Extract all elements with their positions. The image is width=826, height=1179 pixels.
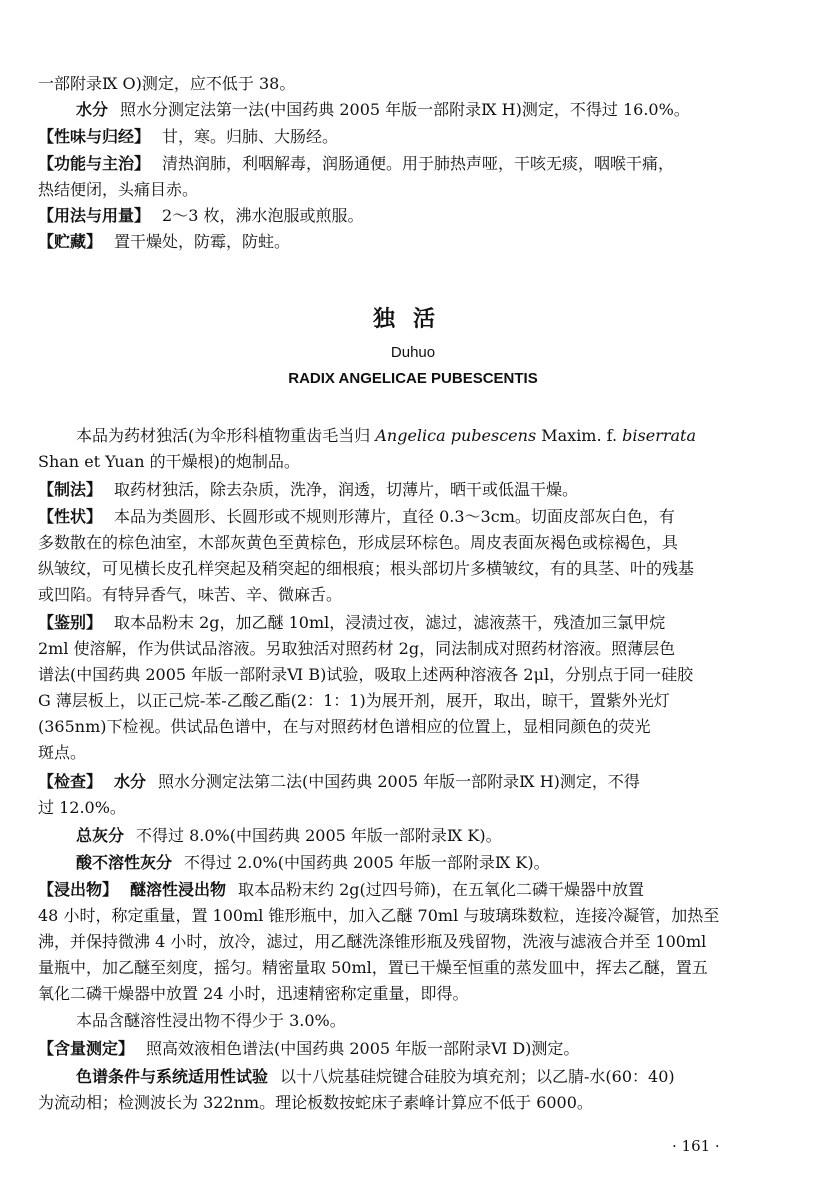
monograph-latin-name: RADIX ANGELICAE PUBESCENTIS [288, 370, 538, 387]
taste-section: 【性味与归经】 甘，寒。归肺、大肠经。 [38, 127, 339, 146]
intro-line: Shan et Yuan 的干燥根)的炮制品。 [38, 452, 300, 471]
text-line: 多数散在的棕色油室，木部灰黄色至黄棕色，形成层环棕色。周皮表面灰褐色或棕褐色，具 [38, 533, 679, 552]
assay-section: 【含量测定】 照高效液相色谱法(中国药典 2005 年版一部附录Ⅵ D)测定。 [38, 1039, 580, 1058]
extract-label: 【浸出物】 [38, 880, 119, 899]
text-line: 一部附录Ⅸ O)测定，应不低于 38。 [38, 74, 296, 93]
water-label: 水分 [114, 772, 147, 791]
assay-conditions: 色谱条件与系统适用性试验 以十八烷基硅烷键合硅胶为填充剂；以乙腈-水(60：40) [76, 1067, 675, 1086]
assay-label: 【含量测定】 [38, 1039, 135, 1058]
char-section: 【性状】 本品为类圆形、长圆形或不规则形薄片，直径 0.3～3cm。切面皮部灰白色，有 [38, 507, 675, 526]
page-number: · 161 · [672, 1137, 720, 1155]
text-line: 为流动相；检测波长为 322nm。理论板数按蛇床子素峰计算应不低于 6000。 [38, 1093, 593, 1112]
water-section: 水分 照水分测定法第一法(中国药典 2005 年版一部附录Ⅸ H)测定，不得过 16.0%。 [76, 100, 690, 119]
function-label: 【功能与主治】 [38, 154, 151, 173]
ident-section: 【鉴别】 取本品粉末 2g，加乙醚 10ml，浸渍过夜，滤过，滤液蒸干，残渣加三氯甲烷 [38, 613, 666, 632]
text-line: 斑点。 [38, 743, 87, 762]
prep-section: 【制法】 取药材独活，除去杂质，洗净，润透，切薄片，晒干或低温干燥。 [38, 480, 579, 499]
text-line: 过 12.0%。 [38, 798, 126, 817]
text-line: 量瓶中，加乙醚至刻度，摇匀。精密量取 50ml，置已干燥至恒重的蒸发皿中，挥去乙醚，置五 [38, 958, 708, 977]
monograph-pinyin: Duhuo [390, 344, 436, 361]
text-line: 纵皱纹，可见横长皮孔样突起及稍突起的细根痕；根头部切片多横皱纹，有的具茎、叶的残基 [38, 559, 695, 578]
prep-label: 【制法】 [38, 480, 103, 499]
usage-section: 【用法与用量】 2～3 枚，沸水泡服或煎服。 [38, 206, 364, 225]
text-line: 谱法(中国药典 2005 年版一部附录Ⅵ B)试验，吸取上述两种溶液各 2μl，分别点于同一硅胶 [38, 665, 694, 684]
acid-ash-section: 酸不溶性灰分 不得过 2.0%(中国药典 2005 年版一部附录Ⅸ K)。 [76, 853, 550, 872]
extract-section: 【浸出物】 醚溶性浸出物 取本品粉末约 2g(过四号筛)，在五氧化二磷干燥器中放置 [38, 880, 645, 899]
text-line: 热结便闭，头痛目赤。 [38, 180, 199, 199]
check-section: 【检查】 水分 照水分测定法第二法(中国药典 2005 年版一部附录Ⅸ H)测定，不得 [38, 772, 640, 791]
assay-sublabel: 色谱条件与系统适用性试验 [76, 1067, 269, 1086]
text-line: 2ml 使溶解，作为供试品溶液。另取独活对照药材 2g，同法制成对照药材溶液。照薄层色 [38, 639, 676, 658]
storage-section: 【贮藏】 置干燥处，防霉，防蛀。 [38, 232, 291, 251]
acid-ash-label: 酸不溶性灰分 [76, 853, 173, 872]
text-line: 或凹陷。有特异香气，味苦、辛、微麻舌。 [38, 585, 343, 604]
water-label: 水分 [76, 100, 109, 119]
text-line: 沸，并保持微沸 4 小时，放冷，滤过，用乙醚洗涤锥形瓶及残留物，洗液与滤液合并至 100ml [38, 932, 707, 951]
char-label: 【性状】 [38, 507, 103, 526]
text-line: 本品含醚溶性浸出物不得少于 3.0%。 [76, 1011, 346, 1030]
text-line: (365nm)下检视。供试品色谱中，在与对照药材色谱相应的位置上，显相同颜色的荧光 [38, 717, 651, 736]
text-line: 氧化二磷干燥器中放置 24 小时，迅速精密称定重量，即得。 [38, 984, 469, 1003]
ident-label: 【鉴别】 [38, 613, 103, 632]
extract-sublabel: 醚溶性浸出物 [130, 880, 227, 899]
function-section: 【功能与主治】 清热润肺，利咽解毒，润肠通便。用于肺热声哑，干咳无痰，咽喉干痛， [38, 154, 675, 173]
ash-section: 总灰分 不得过 8.0%(中国药典 2005 年版一部附录Ⅸ K)。 [76, 826, 502, 845]
usage-label: 【用法与用量】 [38, 206, 151, 225]
text-line: 48 小时，称定重量，置 100ml 锥形瓶中，加入乙醚 70ml 与玻璃珠数粒，连接冷凝管，加热至 [38, 906, 720, 925]
intro-line: 本品为药材独活(为伞形科植物重齿毛当归 Angelica pubescens Maxim. f. biserrata [76, 426, 697, 445]
text-line: G 薄层板上，以正己烷-苯-乙酸乙酯(2：1：1)为展开剂，展开，取出，晾干，置紫外光灯 [38, 691, 670, 710]
check-label: 【检查】 [38, 772, 103, 791]
monograph-title: 独活 [372, 307, 453, 332]
storage-label: 【贮藏】 [38, 232, 103, 251]
ash-label: 总灰分 [76, 826, 125, 845]
taste-label: 【性味与归经】 [38, 127, 151, 146]
